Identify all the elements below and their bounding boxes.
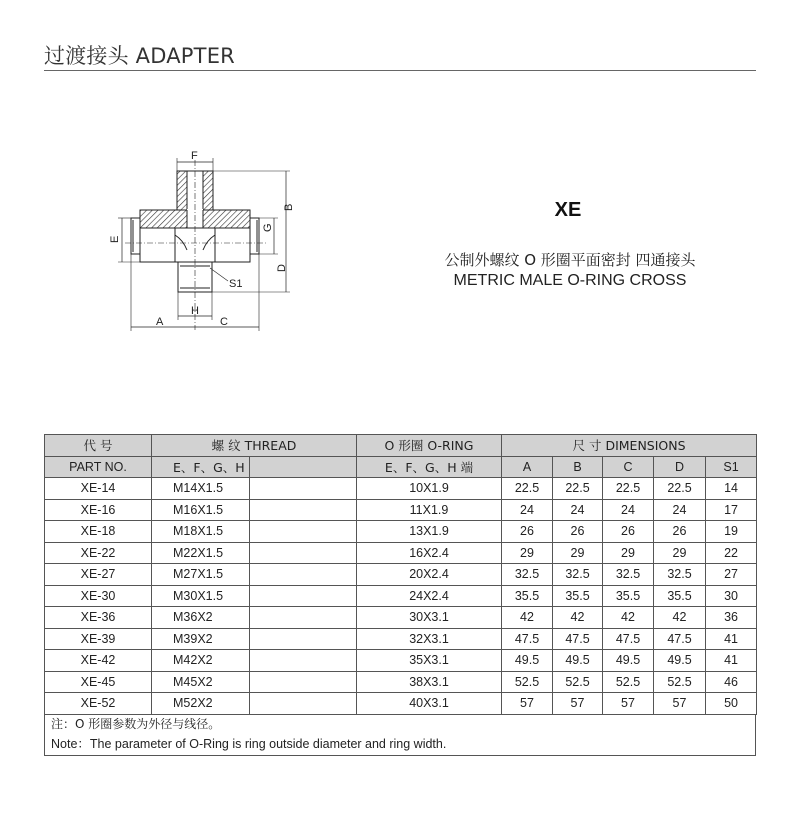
cell-blank <box>250 671 357 693</box>
cell-blank <box>250 585 357 607</box>
cell-d: 35.5 <box>654 585 706 607</box>
cell-thread: M18X1.5 <box>152 521 250 543</box>
cell-b: 49.5 <box>553 650 603 672</box>
cell-oring: 10X1.9 <box>357 478 502 500</box>
cell-d: 29 <box>654 542 706 564</box>
cell-b: 22.5 <box>553 478 603 500</box>
cell-part: XE-18 <box>45 521 152 543</box>
label-h: H <box>191 305 199 317</box>
cell-part: XE-45 <box>45 671 152 693</box>
table-row <box>45 564 757 586</box>
cell-b: 24 <box>553 499 603 521</box>
cell-thread: M42X2 <box>152 650 250 672</box>
cell-thread: M14X1.5 <box>152 478 250 500</box>
cell-oring: 32X3.1 <box>357 628 502 650</box>
cell-c: 22.5 <box>603 478 654 500</box>
cell-b: 42 <box>553 607 603 629</box>
table-row <box>45 542 757 564</box>
footnote-box <box>44 714 756 756</box>
cell-oring: 35X3.1 <box>357 650 502 672</box>
cross-fitting-drawing <box>100 148 310 338</box>
cell-s1: 46 <box>706 671 757 693</box>
cell-c: 57 <box>603 693 654 715</box>
cell-oring: 11X1.9 <box>357 499 502 521</box>
table-row <box>45 478 757 500</box>
cell-d: 32.5 <box>654 564 706 586</box>
cell-d: 49.5 <box>654 650 706 672</box>
label-a: A <box>156 316 164 328</box>
model-code: XE <box>554 199 582 221</box>
header-a: A <box>502 456 553 478</box>
header-oring-group: O 形圈 O-RING <box>357 435 502 457</box>
page-title: 过渡接头 ADAPTER <box>44 44 235 68</box>
cell-c: 49.5 <box>603 650 654 672</box>
cell-s1: 41 <box>706 628 757 650</box>
cell-blank <box>250 628 357 650</box>
cell-s1: 30 <box>706 585 757 607</box>
header-part-group: 代 号 <box>45 435 152 457</box>
cell-d: 24 <box>654 499 706 521</box>
header-s1: S1 <box>706 456 757 478</box>
table-row <box>45 628 757 650</box>
cell-d: 26 <box>654 521 706 543</box>
cell-part: XE-39 <box>45 628 152 650</box>
cell-a: 42 <box>502 607 553 629</box>
cell-thread: M22X1.5 <box>152 542 250 564</box>
product-description-cn: 公制外螺纹 O 形圈平面密封 四通接头 <box>444 251 696 269</box>
cell-part: XE-27 <box>45 564 152 586</box>
label-d: D <box>276 264 288 272</box>
label-g: G <box>262 223 274 232</box>
cell-a: 47.5 <box>502 628 553 650</box>
cell-a: 35.5 <box>502 585 553 607</box>
cell-oring: 13X1.9 <box>357 521 502 543</box>
label-c: C <box>220 316 228 328</box>
cell-blank <box>250 564 357 586</box>
cell-a: 22.5 <box>502 478 553 500</box>
cell-blank <box>250 693 357 715</box>
cell-blank <box>250 607 357 629</box>
header-b: B <box>553 456 603 478</box>
cell-s1: 14 <box>706 478 757 500</box>
cell-part: XE-36 <box>45 607 152 629</box>
cell-a: 57 <box>502 693 553 715</box>
cell-blank <box>250 650 357 672</box>
cell-thread: M36X2 <box>152 607 250 629</box>
table-row <box>45 607 757 629</box>
cell-c: 29 <box>603 542 654 564</box>
cell-c: 32.5 <box>603 564 654 586</box>
cell-b: 26 <box>553 521 603 543</box>
cell-oring: 40X3.1 <box>357 693 502 715</box>
table-row <box>45 671 757 693</box>
cell-b: 57 <box>553 693 603 715</box>
cell-s1: 27 <box>706 564 757 586</box>
cell-thread: M30X1.5 <box>152 585 250 607</box>
cell-a: 52.5 <box>502 671 553 693</box>
cell-d: 57 <box>654 693 706 715</box>
header-thread-blank <box>250 456 357 478</box>
table-row <box>45 499 757 521</box>
cell-part: XE-42 <box>45 650 152 672</box>
cell-d: 22.5 <box>654 478 706 500</box>
cell-oring: 20X2.4 <box>357 564 502 586</box>
cell-c: 47.5 <box>603 628 654 650</box>
header-c: C <box>603 456 654 478</box>
cell-c: 52.5 <box>603 671 654 693</box>
table-header-row-sub <box>45 456 757 478</box>
cell-d: 47.5 <box>654 628 706 650</box>
header-thread-group: 螺 纹 THREAD <box>152 435 357 457</box>
table-header-row-group <box>45 435 757 457</box>
cell-b: 29 <box>553 542 603 564</box>
title-divider <box>44 70 756 71</box>
cell-blank <box>250 542 357 564</box>
cell-c: 26 <box>603 521 654 543</box>
label-f: F <box>191 150 198 162</box>
cell-s1: 36 <box>706 607 757 629</box>
table-row <box>45 585 757 607</box>
cell-part: XE-30 <box>45 585 152 607</box>
header-oring-ends: E、F、G、H 端 <box>357 456 502 478</box>
cell-oring: 38X3.1 <box>357 671 502 693</box>
footnote-en: Note：The parameter of O-Ring is ring outside diameter and ring width. <box>51 737 447 751</box>
footnote-cn: 注：O 形圈参数为外径与线径。 <box>51 717 221 731</box>
cell-b: 52.5 <box>553 671 603 693</box>
cell-b: 32.5 <box>553 564 603 586</box>
cell-thread: M16X1.5 <box>152 499 250 521</box>
label-s1: S1 <box>229 278 243 290</box>
cell-b: 47.5 <box>553 628 603 650</box>
cell-c: 24 <box>603 499 654 521</box>
cell-s1: 19 <box>706 521 757 543</box>
cell-s1: 41 <box>706 650 757 672</box>
label-e: E <box>109 235 121 243</box>
cell-oring: 16X2.4 <box>357 542 502 564</box>
cell-part: XE-52 <box>45 693 152 715</box>
cell-thread: M39X2 <box>152 628 250 650</box>
cell-a: 49.5 <box>502 650 553 672</box>
cell-blank <box>250 478 357 500</box>
cell-s1: 17 <box>706 499 757 521</box>
cell-thread: M27X1.5 <box>152 564 250 586</box>
cell-blank <box>250 521 357 543</box>
cell-oring: 30X3.1 <box>357 607 502 629</box>
cell-c: 35.5 <box>603 585 654 607</box>
header-d: D <box>654 456 706 478</box>
cell-a: 32.5 <box>502 564 553 586</box>
label-b: B <box>283 203 295 211</box>
cell-blank <box>250 499 357 521</box>
product-description-en: METRIC MALE O-RING CROSS <box>453 272 687 289</box>
table-row <box>45 650 757 672</box>
header-part-no: PART NO. <box>45 456 152 478</box>
dimension-table <box>44 434 757 715</box>
cell-a: 24 <box>502 499 553 521</box>
header-thread-ends: E、F、G、H <box>152 456 250 478</box>
cell-d: 42 <box>654 607 706 629</box>
cell-s1: 22 <box>706 542 757 564</box>
cell-part: XE-22 <box>45 542 152 564</box>
cell-part: XE-14 <box>45 478 152 500</box>
cell-c: 42 <box>603 607 654 629</box>
cell-a: 29 <box>502 542 553 564</box>
cell-a: 26 <box>502 521 553 543</box>
header-dimensions-group: 尺 寸 DIMENSIONS <box>502 435 757 457</box>
cell-s1: 50 <box>706 693 757 715</box>
table-row <box>45 521 757 543</box>
cell-b: 35.5 <box>553 585 603 607</box>
cell-thread: M45X2 <box>152 671 250 693</box>
cell-oring: 24X2.4 <box>357 585 502 607</box>
table-row <box>45 693 757 715</box>
cell-thread: M52X2 <box>152 693 250 715</box>
cell-d: 52.5 <box>654 671 706 693</box>
cell-part: XE-16 <box>45 499 152 521</box>
